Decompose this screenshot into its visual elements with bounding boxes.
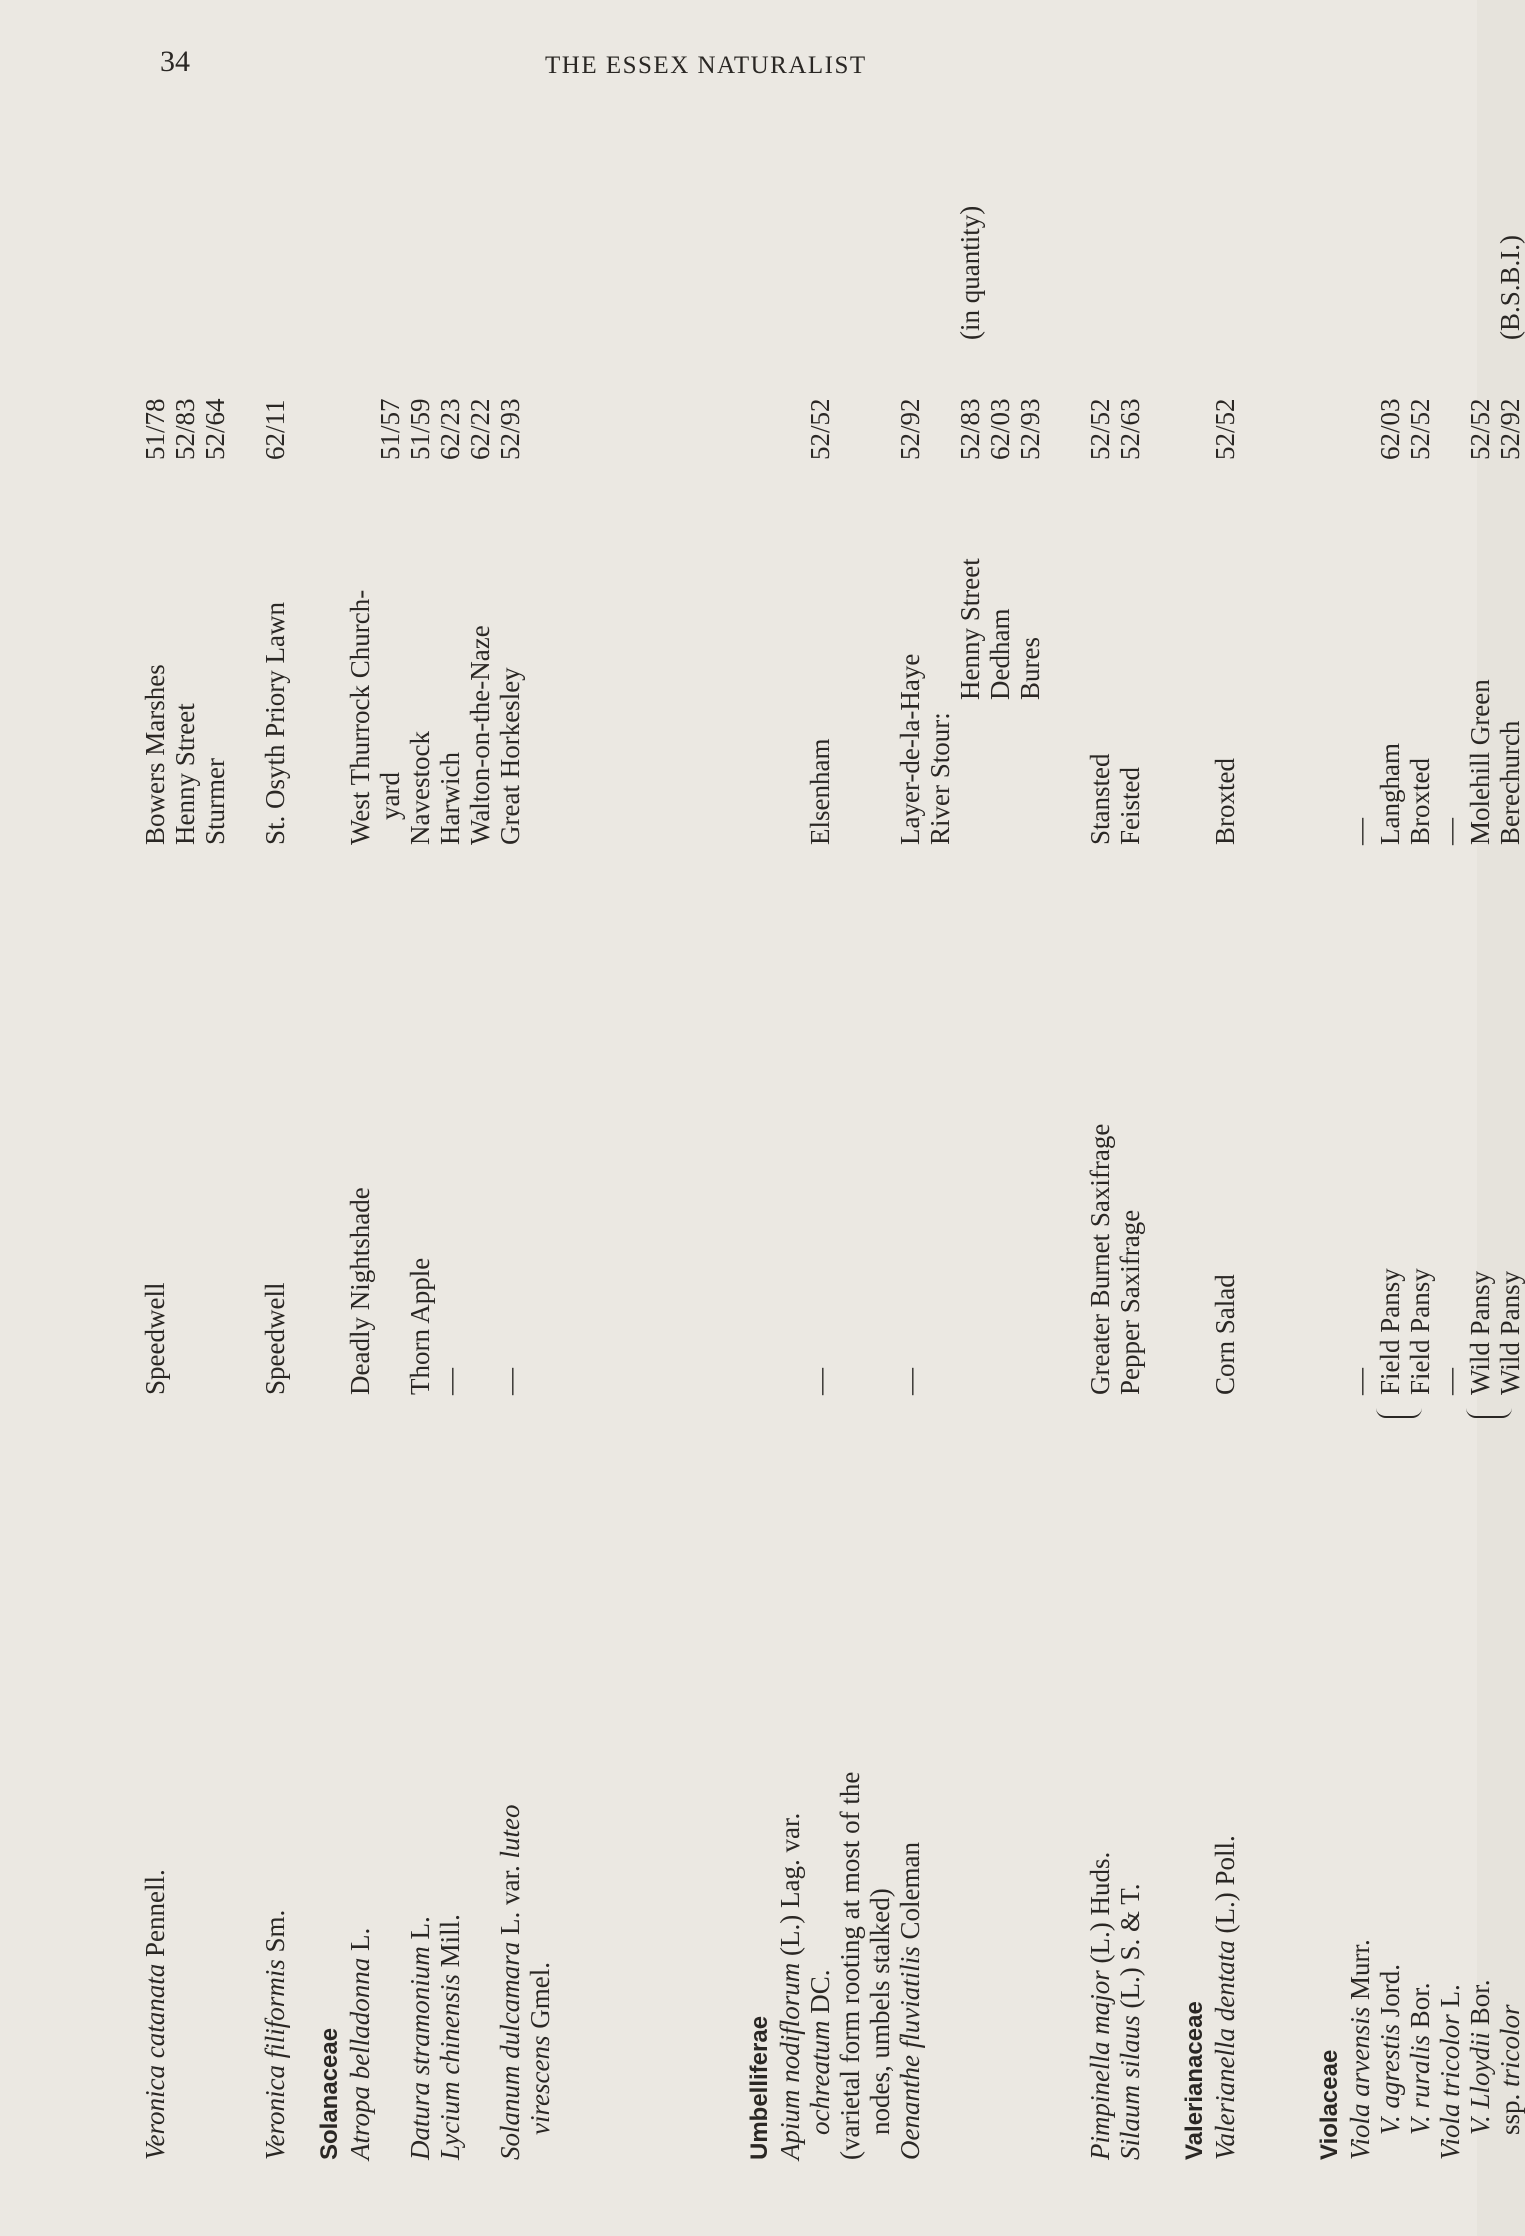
scientific-name-cell — [260, 1910, 290, 2160]
grid-reference: 52/52 — [1405, 398, 1435, 460]
table-row — [1495, 100, 1525, 2160]
author: Bor. — [1405, 1982, 1435, 2035]
table-row — [1315, 100, 1345, 2160]
author: L. — [345, 1927, 375, 1958]
author: Gmel. — [525, 1962, 555, 2036]
locality: St. Osyth Priory Lawn — [260, 602, 290, 845]
locality: Walton-on-the-Naze — [465, 625, 495, 845]
common-name: Corn Salad — [1210, 1274, 1240, 1395]
common-name: — — [1345, 1368, 1375, 1395]
grid-reference: 52/52 — [1210, 398, 1240, 460]
locality: — — [1345, 818, 1375, 845]
table-row — [865, 100, 895, 2160]
species-table — [140, 100, 1525, 2160]
locality: Henny Street — [955, 558, 985, 700]
author: L. var. — [495, 1858, 525, 1942]
table-row — [1180, 100, 1210, 2160]
table-row — [805, 100, 835, 2160]
locality: Berechurch — [1495, 720, 1525, 845]
locality: Stansted — [1085, 753, 1115, 845]
locality: Broxted — [1405, 758, 1435, 845]
author: Mill. — [435, 1914, 465, 1975]
table-row — [1085, 100, 1115, 2160]
locality: Molehill Green — [1465, 679, 1495, 845]
table-row — [1465, 100, 1495, 2160]
scientific-name-cell — [775, 1813, 805, 2160]
group-veronica-filiformis — [260, 100, 290, 2160]
scientific-name: Veronica filiformis — [260, 1959, 290, 2160]
family-heading: Valerianaceae — [1181, 2001, 1208, 2160]
common-name: Pepper Saxifrage — [1115, 1209, 1145, 1395]
scientific-name: Valerianella dentata — [1210, 1940, 1240, 2160]
locality: Elsenham — [805, 738, 835, 845]
family-heading: Solanaceae — [316, 2027, 343, 2160]
note: (B.S.B.I.) — [1495, 234, 1525, 340]
common-name: — — [435, 1368, 465, 1395]
table-row — [405, 100, 435, 2160]
grid-reference: 62/03 — [985, 398, 1015, 460]
scientific-name: Silaum silaus — [1115, 2015, 1145, 2160]
author: (L.) Poll. — [1210, 1835, 1240, 1941]
table-row — [985, 100, 1015, 2160]
grid-reference: 51/78 — [140, 398, 170, 460]
scientific-name: Viola tricolor — [1435, 2014, 1465, 2160]
page-number: 34 — [160, 45, 190, 78]
group-veronica-catanata — [140, 100, 230, 2160]
scientific-name-cell — [1085, 1852, 1115, 2160]
locality: Harwich — [435, 752, 465, 845]
scientific-name: Solanum dulcamara — [495, 1941, 525, 2160]
journal-title: THE ESSEX NATURALIST — [545, 52, 867, 79]
locality: yard — [375, 772, 405, 820]
table-row — [1435, 100, 1465, 2160]
table-row — [925, 100, 955, 2160]
table-row — [895, 100, 925, 2160]
description-text: (varietal form rooting at most of the — [835, 1771, 865, 2160]
table-row — [1375, 100, 1405, 2160]
scientific-name-cell — [805, 1970, 835, 2161]
scientific-name: V. Lloydii — [1465, 2031, 1495, 2135]
common-name: Speedwell — [260, 1282, 290, 1395]
scientific-name-cell — [1210, 1835, 1240, 2160]
grid-reference: 52/64 — [200, 398, 230, 460]
scientific-name: Pimpinella major — [1085, 1970, 1115, 2160]
table-row — [955, 100, 985, 2160]
description-text: nodes, umbels stalked) — [865, 1888, 895, 2135]
table-row — [375, 100, 405, 2160]
scientific-name-cell — [525, 1962, 555, 2160]
author: L. — [405, 1916, 435, 1947]
family-heading: Violaceae — [1316, 2049, 1343, 2160]
grid-reference: 62/11 — [260, 399, 290, 460]
brace — [1376, 1404, 1422, 1418]
grid-reference: 52/63 — [1115, 398, 1145, 460]
grid-reference: 52/92 — [1495, 398, 1525, 460]
scientific-name-cell — [345, 1928, 375, 2160]
grid-reference: 52/83 — [170, 398, 200, 460]
description-text: ssp. — [1495, 2086, 1525, 2135]
grid-reference: 52/93 — [1015, 398, 1045, 460]
table-row — [315, 100, 345, 2160]
common-name: Thorn Apple — [405, 1257, 435, 1395]
scientific-name: Veronica catanata — [140, 1963, 170, 2160]
scientific-name: Apium nodiflorum — [775, 1962, 805, 2160]
table-row — [495, 100, 525, 2160]
locality: West Thurrock Church- — [345, 589, 375, 845]
scientific-name-cell — [435, 1914, 465, 2160]
locality: Langham — [1375, 743, 1405, 845]
group-pimpinella — [1085, 100, 1145, 2160]
common-name: — — [805, 1368, 835, 1395]
common-name: — — [495, 1368, 525, 1395]
grid-reference: 62/22 — [465, 398, 495, 460]
table-row — [140, 100, 170, 2160]
locality: River Stour: — [925, 712, 955, 845]
table-row — [1210, 100, 1240, 2160]
table-row — [170, 100, 200, 2160]
author: (L.) Huds. — [1085, 1851, 1115, 1971]
grid-reference: 62/03 — [1375, 398, 1405, 460]
table-row — [1405, 100, 1435, 2160]
grid-reference: 52/52 — [805, 398, 835, 460]
table-row — [200, 100, 230, 2160]
scientific-name-cell — [835, 1772, 865, 2160]
locality: Bowers Marshes — [140, 664, 170, 845]
brace — [1466, 1404, 1512, 1418]
locality: Feisted — [1115, 767, 1145, 845]
common-name: Field Pansy — [1405, 1268, 1435, 1395]
grid-reference: 62/23 — [435, 398, 465, 460]
locality: Bures — [1015, 637, 1045, 700]
scientific-name: virescens — [525, 2035, 555, 2135]
note: (in quantity) — [955, 205, 985, 340]
author: (L.) Lag. var. — [775, 1812, 805, 1963]
table-row — [745, 100, 775, 2160]
common-name: Deadly Nightshade — [345, 1187, 375, 1395]
scientific-epithet: tricolor — [1495, 2004, 1525, 2087]
scientific-name-cell — [1435, 1984, 1465, 2160]
common-name: Speedwell — [140, 1282, 170, 1395]
locality: Layer-de-la-Haye — [895, 653, 925, 845]
author: L. — [1435, 1984, 1465, 2015]
locality: Broxted — [1210, 758, 1240, 845]
family-heading: Umbelliferae — [746, 2015, 773, 2160]
scientific-name: Datura stramonium — [405, 1946, 435, 2160]
table-row — [1115, 100, 1145, 2160]
grid-reference: 52/92 — [895, 398, 925, 460]
grid-reference: 52/93 — [495, 398, 525, 460]
group-violaceae — [1315, 100, 1525, 2160]
locality: Henny Street — [170, 703, 200, 845]
table-row — [835, 100, 865, 2160]
table-row — [1345, 100, 1375, 2160]
author: Coleman — [895, 1842, 925, 1947]
locality: Dedham — [985, 608, 1015, 700]
table-row — [1015, 100, 1045, 2160]
grid-reference: 52/52 — [1085, 398, 1115, 460]
scientific-name: Atropa belladonna — [345, 1957, 375, 2160]
author: (L.) S. & T. — [1115, 1883, 1145, 2016]
scientific-name-cell — [1465, 1979, 1495, 2160]
common-name: — — [1435, 1368, 1465, 1395]
scientific-name-cell — [1405, 1982, 1435, 2160]
common-name: — — [895, 1368, 925, 1395]
group-valerianaceae — [1180, 100, 1240, 2160]
scientific-name-cell — [1495, 2004, 1525, 2160]
scientific-name: Viola arvensis — [1345, 2006, 1375, 2160]
author: Murr. — [1345, 1939, 1375, 2007]
scientific-name-cell — [495, 1805, 525, 2160]
common-name: Wild Pansy — [1495, 1270, 1525, 1395]
locality: Great Horkesley — [495, 667, 525, 845]
table-row — [525, 100, 555, 2160]
table-row — [465, 100, 495, 2160]
grid-reference: 51/57 — [375, 398, 405, 460]
table-row — [260, 100, 290, 2160]
common-name: Field Pansy — [1375, 1268, 1405, 1395]
scientific-name-cell — [895, 1842, 925, 2160]
common-name: Greater Burnet Saxifrage — [1085, 1123, 1115, 1395]
scientific-name-cell — [140, 1869, 170, 2160]
grid-reference: 51/59 — [405, 398, 435, 460]
locality: — — [1435, 818, 1465, 845]
group-umbelliferae — [745, 100, 1045, 2160]
scientific-name: ochreatum — [805, 2020, 835, 2135]
common-name: Wild Pansy — [1465, 1270, 1495, 1395]
author: Bor. — [1465, 1979, 1495, 2032]
table-row — [775, 100, 805, 2160]
grid-reference: 52/52 — [1465, 398, 1495, 460]
scientific-name-cell — [865, 1888, 895, 2160]
scientific-name-cell — [1375, 1964, 1405, 2160]
table-row — [345, 100, 375, 2160]
locality: Sturmer — [200, 758, 230, 845]
author: Sm. — [260, 1909, 290, 1960]
table-row — [435, 100, 465, 2160]
scientific-name-cell — [1345, 1939, 1375, 2160]
author: DC. — [805, 1969, 835, 2021]
scientific-epithet: luteo — [495, 1804, 525, 1859]
scientific-name: V. ruralis — [1405, 2034, 1435, 2135]
scientific-name: V. agrestis — [1375, 2023, 1405, 2135]
scientific-name: Oenanthe fluviatilis — [895, 1946, 925, 2160]
scientific-name-cell — [405, 1916, 435, 2160]
scientific-name: Lycium chinensis — [435, 1974, 465, 2160]
group-solanaceae — [315, 100, 555, 2160]
author: Jord. — [1375, 1963, 1405, 2024]
scientific-name-cell — [1115, 1883, 1145, 2160]
grid-reference: 52/83 — [955, 398, 985, 460]
locality: Navestock — [405, 731, 435, 845]
author: Pennell. — [140, 1869, 170, 1964]
